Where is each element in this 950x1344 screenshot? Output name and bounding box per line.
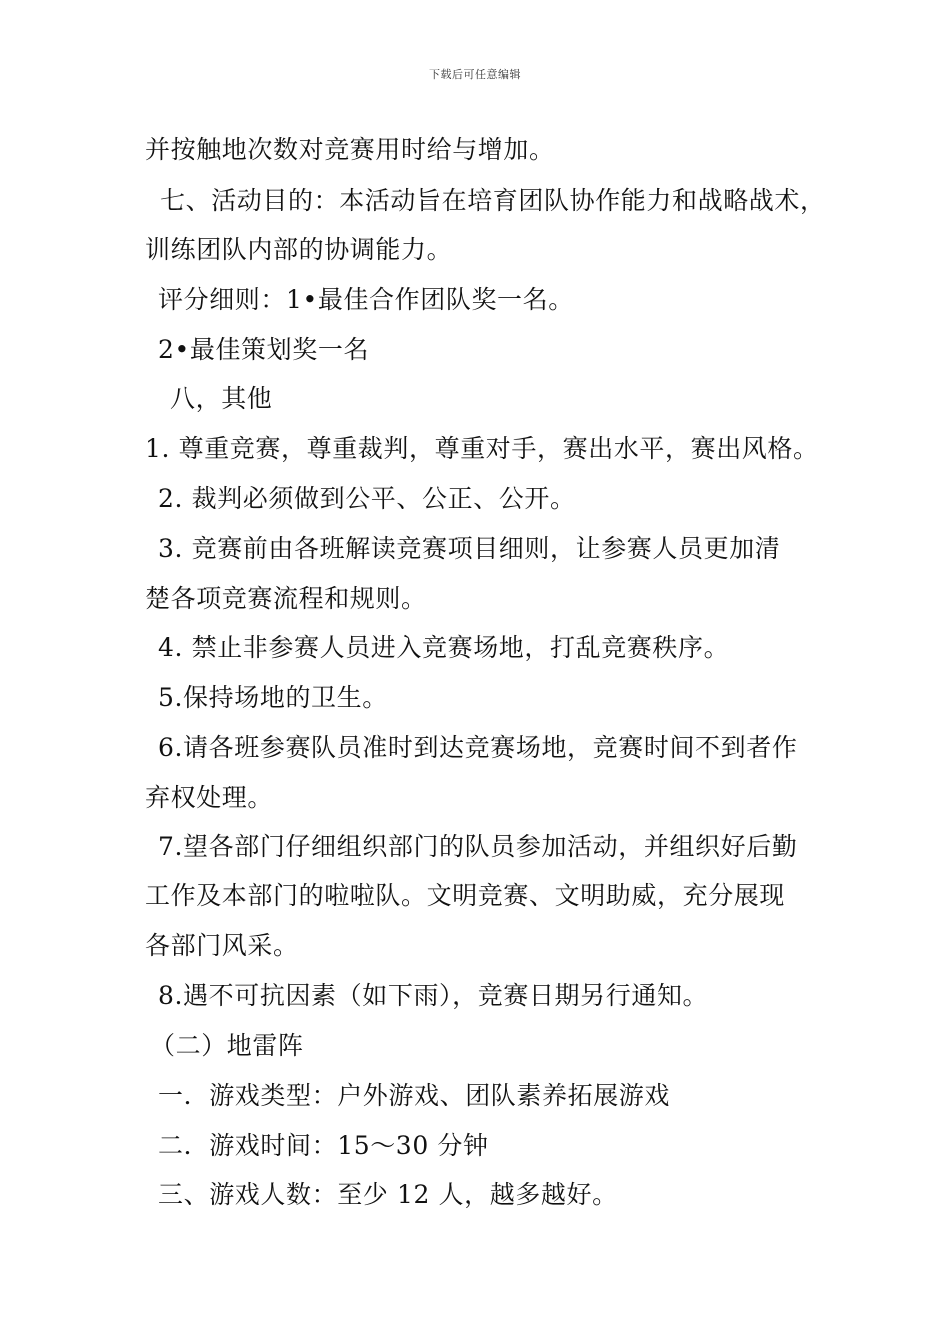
body-line: 2•最佳策划奖一名 <box>158 335 370 364</box>
body-line: 一．游戏类型：户外游戏、团队素养拓展游戏 <box>158 1081 671 1110</box>
body-line: （二）地雷阵 <box>150 1031 304 1060</box>
body-line: 训练团队内部的协调能力。 <box>145 235 453 264</box>
body-line: 二．游戏时间：15～30 分钟 <box>158 1131 489 1160</box>
page-header: 下载后可任意编辑 <box>429 68 521 81</box>
body-line: 各部门风采。 <box>145 931 299 960</box>
body-line: 工作及本部门的啦啦队。文明竞赛、文明助威，充分展现 <box>145 881 786 910</box>
body-line: 八，其他 <box>170 384 273 413</box>
body-line: 5.保持场地的卫生。 <box>158 683 388 712</box>
body-line: 评分细则：1•最佳合作团队奖一名。 <box>158 285 574 314</box>
body-line: 三、游戏人数：至少 12 人，越多越好。 <box>158 1180 618 1209</box>
body-line: 6.请各班参赛队员准时到达竞赛场地，竞赛时间不到者作 <box>158 733 798 762</box>
body-line: 弃权处理。 <box>145 783 274 812</box>
body-line: 并按触地次数对竞赛用时给与增加。 <box>145 135 555 164</box>
body-line: 8.遇不可抗因素（如下雨），竞赛日期另行通知。 <box>158 981 709 1010</box>
body-line: 七、活动目的：本活动旨在培育团队协作能力和战略战术， <box>160 186 826 215</box>
body-line: 7.望各部门仔细组织部门的队员参加活动，并组织好后勤 <box>158 832 798 861</box>
body-line: 2. 裁判必须做到公平、公正、公开。 <box>158 484 576 513</box>
body-line: 3. 竞赛前由各班解读竞赛项目细则，让参赛人员更加清 <box>158 534 781 563</box>
body-line: 1. 尊重竞赛，尊重裁判，尊重对手，赛出水平，赛出风格。 <box>145 434 819 463</box>
body-line: 楚各项竞赛流程和规则。 <box>145 584 427 613</box>
body-line: 4. 禁止非参赛人员进入竞赛场地，打乱竞赛秩序。 <box>158 633 730 662</box>
